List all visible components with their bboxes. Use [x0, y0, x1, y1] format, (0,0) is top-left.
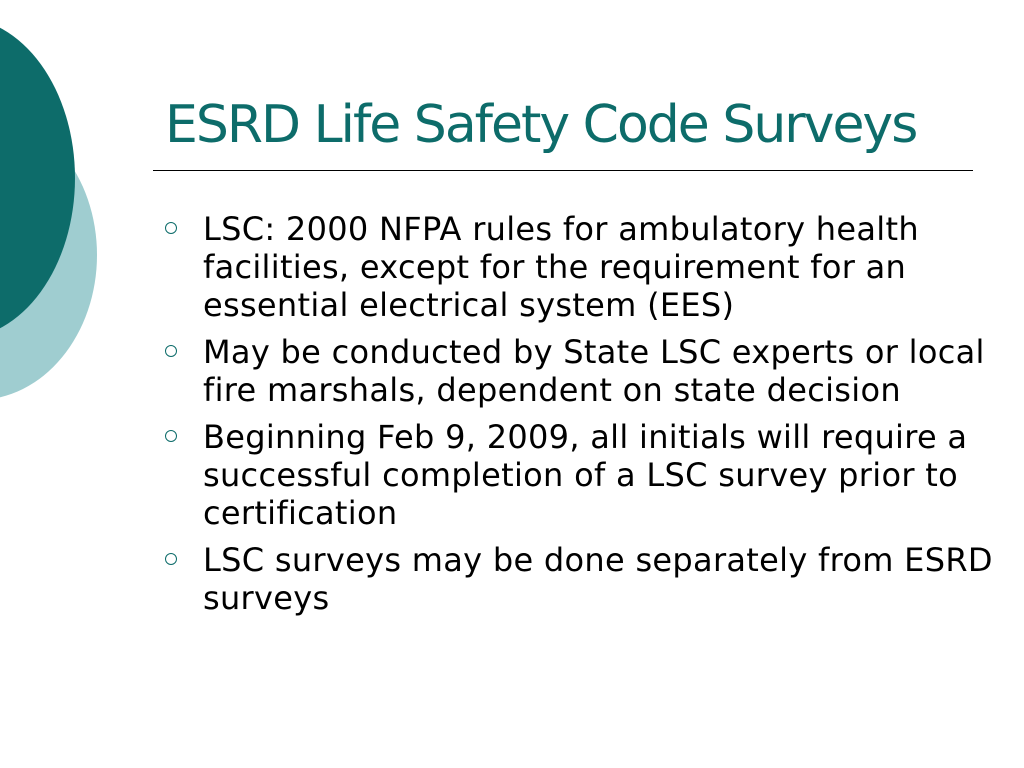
title-divider	[153, 170, 973, 171]
slide-title: ESRD Life Safety Code Surveys	[165, 95, 917, 155]
bullet-text: LSC: 2000 NFPA rules for ambulatory health facilities, except for the requirement for an essential electrical system (EES)	[203, 210, 919, 324]
bullet-text: Beginning Feb 9, 2009, all initials will require a successful completion of a LSC survey prior to certification	[203, 418, 968, 532]
bullet-item	[165, 541, 1005, 617]
bullet-item	[165, 333, 1005, 409]
hollow-circle-bullet-icon	[165, 553, 177, 565]
hollow-circle-bullet-icon	[165, 345, 177, 357]
hollow-circle-bullet-icon	[165, 430, 177, 442]
bullet-item	[165, 210, 1005, 324]
bullet-text: LSC surveys may be done separately from ESRD surveys	[203, 541, 993, 617]
hollow-circle-bullet-icon	[165, 222, 177, 234]
bullet-list	[165, 210, 1005, 626]
bullet-text: May be conducted by State LSC experts or local fire marshals, dependent on state decision	[203, 333, 985, 409]
bullet-item	[165, 418, 1005, 532]
